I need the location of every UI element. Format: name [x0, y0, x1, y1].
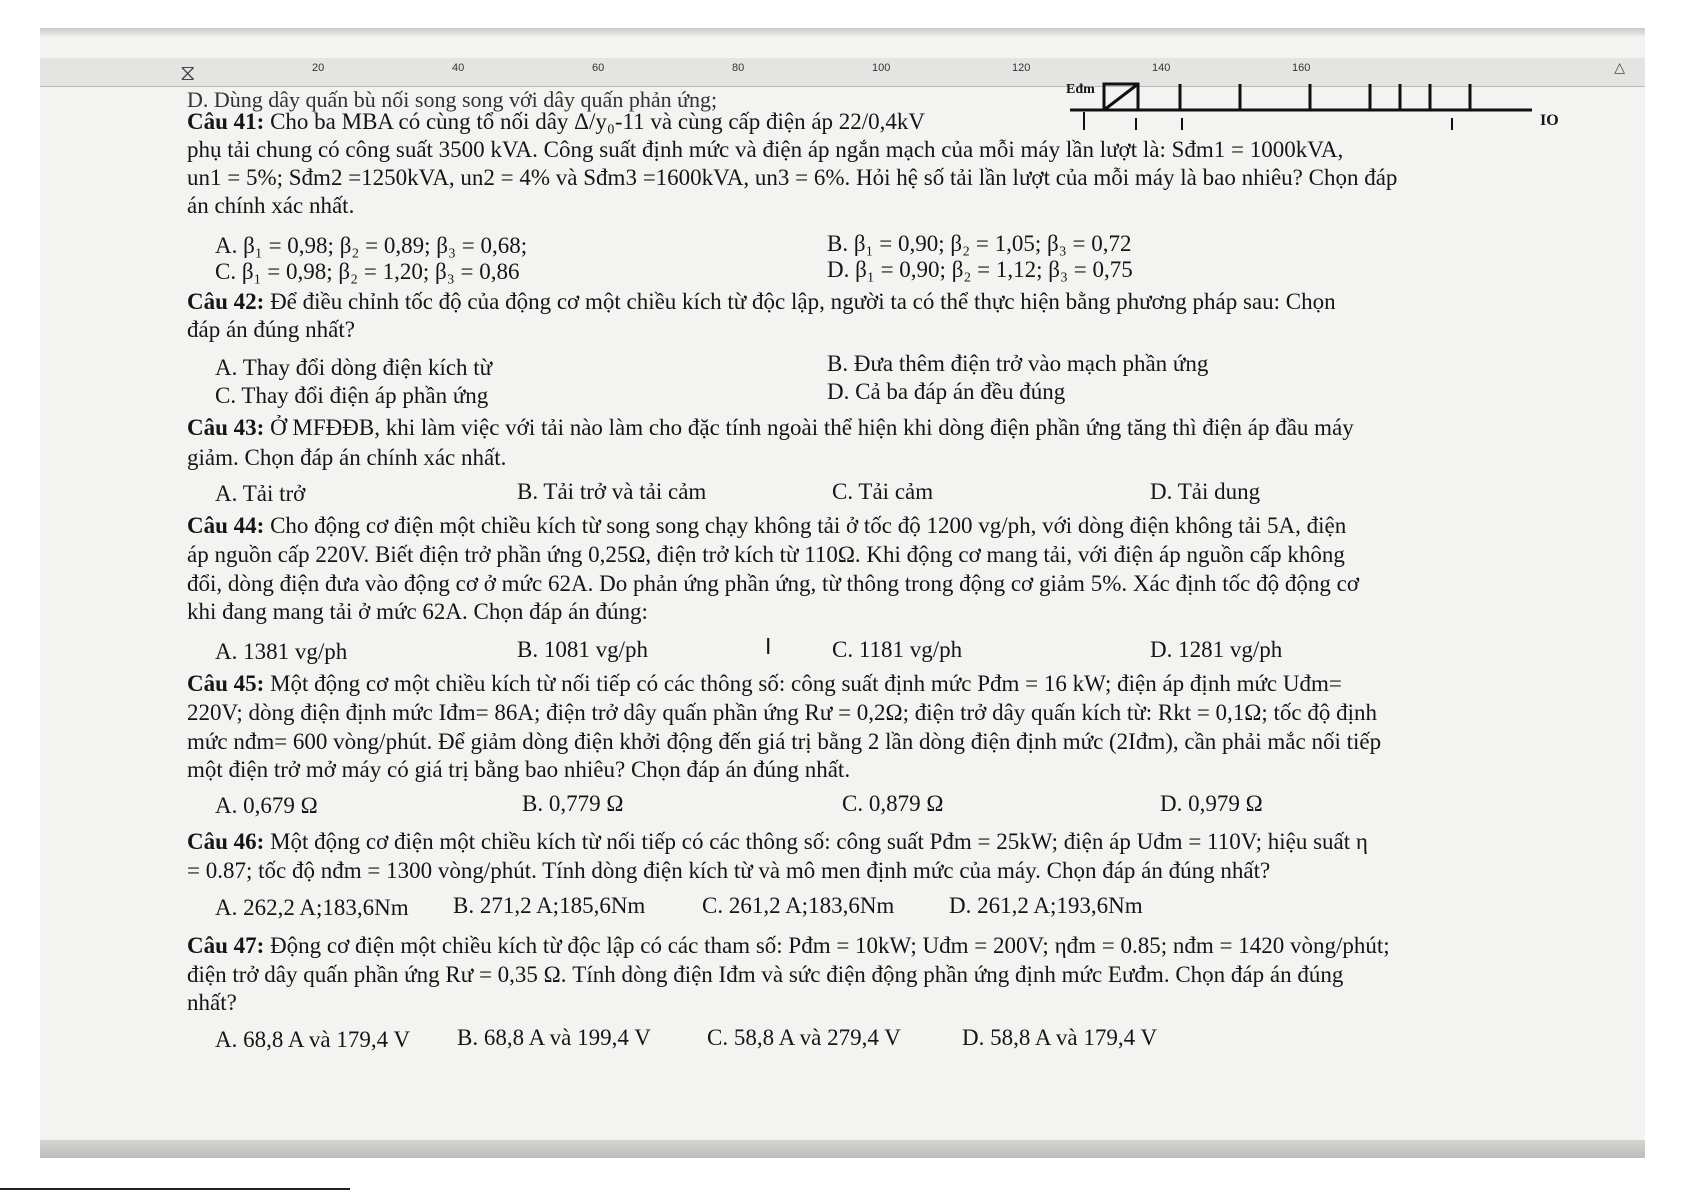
bottom-divider — [0, 1188, 350, 1190]
text-cursor-icon: I — [765, 633, 772, 659]
question-42-label: Câu 42: — [187, 289, 265, 314]
question-42-line-1 — [187, 288, 1336, 316]
question-45-label: Câu 45: — [187, 671, 265, 696]
question-46-line-2: = 0.87; tốc độ nđm = 1300 vòng/phút. Tính dòng điện kích từ và mô men định mức của máy. Chọn đáp án đúng nhất? — [187, 858, 1271, 883]
question-46-text: Một động cơ điện một chiều kích từ nối tiếp có các thông số: công suất Pđm = 25kW; điện áp Uđm = 110V; hiệu suất η — [270, 829, 1368, 854]
question-46-option-d[interactable]: D. 261,2 A;193,6Nm — [949, 893, 1143, 918]
question-42-text: Để điều chỉnh tốc độ của động cơ một chiều kích từ độc lập, người ta có thể thực hiện bằng phương pháp sau: Chọn — [270, 289, 1336, 314]
question-45-option-c[interactable]: C. 0,879 Ω — [842, 791, 944, 816]
question-47-option-b[interactable]: B. 68,8 A và 199,4 V — [457, 1025, 651, 1050]
question-44-option-a[interactable]: A. 1381 vg/ph — [215, 639, 348, 664]
ruler-tick: 40 — [452, 62, 465, 74]
question-44-option-d[interactable]: D. 1281 vg/ph — [1150, 637, 1283, 662]
question-43-label: Câu 43: — [187, 415, 265, 440]
question-41-option-c[interactable]: C. β₁ = 0,98; β₂ = 1,20; β₃ = 0,86 — [215, 259, 520, 284]
question-41-option-b[interactable]: B. β₁ = 0,90; β₂ = 1,05; β₃ = 0,72 — [827, 231, 1132, 256]
question-47-option-a[interactable]: A. 68,8 A và 179,4 V — [215, 1027, 411, 1052]
question-43-text: Ở MFĐĐB, khi làm việc với tải nào làm cho đặc tính ngoài thể hiện khi dòng điện phần ứng tăng thì điện áp đầu máy — [270, 415, 1354, 440]
question-45-option-b[interactable]: B. 0,779 Ω — [522, 791, 624, 816]
diagram-right-label: IO — [1540, 112, 1559, 129]
ruler-indent-marker-icon[interactable]: ⧖ — [180, 60, 196, 85]
question-43-option-b[interactable]: B. Tải trở và tải cảm — [517, 479, 707, 504]
question-43-option-c[interactable]: C. Tải cảm — [832, 479, 934, 504]
question-47-line-3: nhất? — [187, 990, 237, 1015]
diagram-e-label: Eđm — [1066, 82, 1095, 97]
ruler-tick: 160 — [1292, 62, 1311, 74]
question-41-option-a[interactable]: A. β₁ = 0,98; β₂ = 0,89; β₃ = 0,68; — [215, 233, 528, 258]
previous-option-d: D. Dùng dây quấn bù nối song song với dây quấn phản ứng; — [187, 87, 718, 112]
question-41-line-3: un1 = 5%; Sđm2 =1250kVA, un2 = 4% và Sđm3 =1600kVA, un3 = 6%. Hỏi hệ số tải lần lượt của mỗi máy là bao nhiêu? Chọn đáp — [187, 165, 1398, 190]
question-45-line-4: một điện trở mở máy có giá trị bằng bao nhiêu? Chọn đáp án đúng nhất. — [187, 757, 851, 782]
question-44-line-2: áp nguồn cấp 220V. Biết điện trở phần ứng 0,25Ω, điện trở kích từ 110Ω. Khi động cơ mang tải, với điện áp nguồn cấp không — [187, 542, 1345, 567]
ruler-tick: 140 — [1152, 62, 1171, 74]
question-46-option-b[interactable]: B. 271,2 A;185,6Nm — [453, 893, 646, 918]
ruler-tick: 80 — [732, 62, 745, 74]
question-45-text: Một động cơ một chiều kích từ nối tiếp có các thông số: công suất định mức Pđm = 16 kW; điện áp định mức Uđm= — [270, 671, 1342, 696]
ruler-tick: 120 — [1012, 62, 1031, 74]
question-47-line-1 — [187, 932, 1390, 960]
question-42-option-c[interactable]: C. Thay đổi điện áp phần ứng — [215, 383, 489, 408]
question-46-line-1 — [187, 828, 1368, 856]
question-41-option-d[interactable]: D. β₁ = 0,90; β₂ = 1,12; β₃ = 0,75 — [827, 257, 1133, 282]
question-45-line-2: 220V; dòng điện định mức Iđm= 86A; điện trở dây quấn phần ứng Rư = 0,2Ω; điện trở dây quấn kích từ: Rkt = 0,1Ω; tốc độ định — [187, 700, 1378, 725]
question-42-option-d[interactable]: D. Cả ba đáp án đều đúng — [827, 379, 1066, 404]
question-47-text: Động cơ điện một chiều kích từ độc lập có các tham số: Pđm = 10kW; Uđm = 200V; ηđm = 0.85; nđm = 1420 vòng/phút; — [270, 933, 1390, 958]
question-42-line-2: đáp án đúng nhất? — [187, 317, 355, 342]
question-41-label: Câu 41: — [187, 109, 265, 134]
question-46-label: Câu 46: — [187, 829, 265, 854]
top-shadow-bar — [40, 28, 1645, 36]
question-45-option-d[interactable]: D. 0,979 Ω — [1160, 791, 1263, 816]
ruler-tick: 100 — [872, 62, 891, 74]
question-43-option-a[interactable]: A. Tải trở — [215, 481, 306, 506]
question-44-line-3: đổi, dòng điện đưa vào động cơ ở mức 62A. Do phản ứng phần ứng, từ thông trong động cơ giảm 5%. Xác định tốc độ động cơ — [187, 571, 1359, 596]
ruler-right-indent-icon[interactable]: △ — [1614, 61, 1625, 76]
question-46-option-a[interactable]: A. 262,2 A;183,6Nm — [215, 895, 409, 920]
bottom-shadow-bar — [40, 1140, 1645, 1158]
question-44-option-c[interactable]: C. 1181 vg/ph — [832, 637, 963, 662]
question-44-option-b[interactable]: B. 1081 vg/ph — [517, 637, 648, 662]
question-45-line-3: mức nđm= 600 vòng/phút. Để giảm dòng điện khởi động đến giá trị bằng 2 lần dòng điện định mức (2Iđm), cần phải mắc nối tiếp — [187, 729, 1382, 754]
question-44-line-1 — [187, 512, 1346, 540]
question-44-text: Cho động cơ điện một chiều kích từ song song chạy không tải ở tốc độ 1200 vg/ph, với dòng điện không tải 5A, điện — [270, 513, 1347, 538]
ruler-tick: 20 — [312, 62, 325, 74]
question-44-line-4: khi đang mang tải ở mức 62A. Chọn đáp án đúng: — [187, 599, 648, 624]
question-43-option-d[interactable]: D. Tải dung — [1150, 479, 1261, 504]
question-41-line-2: phụ tải chung có công suất 3500 kVA. Công suất định mức và điện áp ngắn mạch của mỗi máy lần lượt là: Sđm1 = 1000kVA, — [187, 137, 1344, 162]
question-43-line-2: giảm. Chọn đáp án chính xác nhất. — [187, 445, 507, 470]
question-47-line-2: điện trở dây quấn phần ứng Rư = 0,35 Ω. Tính dòng điện Iđm và sức điện động phần ứng định mức Eưđm. Chọn đáp án đúng — [187, 962, 1344, 987]
question-41-line-4: án chính xác nhất. — [187, 193, 355, 218]
question-46-option-c[interactable]: C. 261,2 A;183,6Nm — [702, 893, 895, 918]
question-45-line-1 — [187, 670, 1342, 698]
question-41-line-1 — [187, 108, 925, 136]
question-42-option-b[interactable]: B. Đưa thêm điện trở vào mạch phần ứng — [827, 351, 1209, 376]
question-42-option-a[interactable]: A. Thay đổi dòng điện kích từ — [215, 355, 493, 380]
ruler-tick: 60 — [592, 62, 605, 74]
question-47-label: Câu 47: — [187, 933, 265, 958]
question-45-option-a[interactable]: A. 0,679 Ω — [215, 793, 318, 818]
question-47-option-d[interactable]: D. 58,8 A và 179,4 V — [962, 1025, 1158, 1050]
question-44-label: Câu 44: — [187, 513, 265, 538]
question-41-text: Cho ba MBA có cùng tổ nối dây Δ/y₀-11 và cùng cấp điện áp 22/0,4kV — [270, 109, 926, 134]
question-43-line-1 — [187, 414, 1354, 442]
question-47-option-c[interactable]: C. 58,8 A và 279,4 V — [707, 1025, 901, 1050]
